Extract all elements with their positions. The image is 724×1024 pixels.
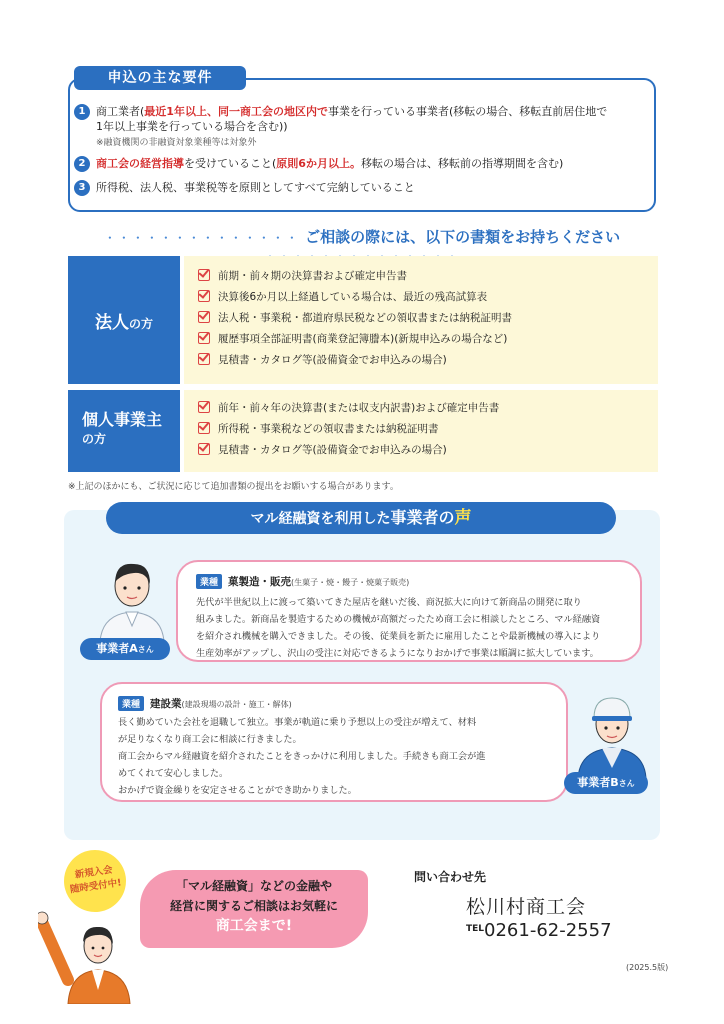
person-b-avatar-icon	[572, 688, 652, 778]
person-a-avatar-icon	[90, 552, 174, 642]
document-item: 前年・前々年の決算書(または収支内訳書)および確定申告書	[198, 398, 658, 419]
document-item: 法人税・事業税・都道府県民税などの領収書または納税証明書	[198, 308, 658, 329]
document-item: 履歴事項全部証明書(商業登記簿謄本)(新規申込みの場合など)	[198, 329, 658, 350]
requirements-title: 申込の主な要件	[74, 66, 246, 90]
story-a-bubble: 業種 菓製造・販売(生菓子・焼・饅子・焼菓子販売) 先代が半世紀以上に渡って築いてきた屋店を継いだ後、商況拡大に向けて新商品の開発に取り 組みました。新商品を製造するための機械が高額だったため商工会に相談したところ、マル経融資 を紹介され機械を購入できました。その後、従業員を新たに雇用したことや最新機械の導入により 生産効率がアップし、沢山の受注に対応できるようになりおかげで事業は順調に拡大しています。	[176, 560, 642, 662]
document-item: 見積書・カタログ等(設備資金でお申込みの場合)	[198, 440, 658, 461]
story-b-text: 長く勤めていた会社を退職して独立。事業が軌道に乗り予想以上の受注が増えて、材料 が足りなくなり商工会に相談に行きました。 商工会からマル経融資を紹介されたことをきっかけに利用しました。手続きも商工会が進 めてくれて安心しました。 おかげで資金繰りを安定させることができ助かりました。	[118, 717, 486, 796]
number-badge: 1	[74, 104, 90, 120]
checkbox-icon	[198, 332, 210, 344]
contact-label: 問い合わせ先	[414, 870, 487, 884]
documents-footnote: ※上記のほかにも、ご状況に応じて追加書類の提出をお願いする場合があります。	[68, 482, 399, 492]
requirement-item-1: 1 商工業者(最近1年以上、同一商工会の地区内で事業を行っている事業者(移転の場合、移転直前居住地で 1年以上事業を行っている場合を含む)) ※融資機関の非融資対象業種等は対象外	[96, 104, 656, 151]
new-member-badge: 新規入会 随時受付中!	[60, 846, 130, 916]
corporation-document-list	[184, 256, 658, 384]
requirement-item-3: 3 所得税、法人税、事業税等を原則としてすべて完納していること	[96, 180, 656, 195]
category-corporation: 法人の方	[68, 256, 180, 384]
checkbox-icon	[198, 401, 210, 413]
voices-title: マル経融資を利用した事業者の声	[106, 502, 616, 534]
checkbox-icon	[198, 353, 210, 365]
story-b-bubble: 業種 建設業(建設現場の設計・施工・解体) 長く勤めていた会社を退職して独立。事業が軌道に乗り予想以上の受注が増えて、材料 が足りなくなり商工会に相談に行きました。 商工会からマル経融資を紹介されたことをきっかけに利用しました。手続きも商工会が進 めてくれて安心しました。 おかげで資金繰りを安定させることができ助かりました。	[100, 682, 568, 802]
category-sole-proprietor: 個人事業主 の方	[68, 390, 180, 472]
number-badge: 3	[74, 180, 90, 196]
consultation-cta: 「マル経融資」などの金融や 経営に関するご相談はお気軽に 商工会まで!	[140, 870, 368, 948]
industry-tag: 業種	[118, 696, 144, 711]
contact-organization: 松川村商工会	[466, 896, 587, 918]
document-item: 決算後6か月以上経過している場合は、最近の残高試算表	[198, 287, 658, 308]
requirement-item-2: 2 商工会の経営指導を受けていること(原則6か月以上。移転の場合は、移転前の指導期間を含む)	[96, 156, 656, 171]
requirement-note: ※融資機関の非融資対象業種等は対象外	[96, 138, 257, 148]
documents-heading: ・・・・・・・・・・・・・・ ご相談の際には、以下の書類をお持ちください	[103, 228, 621, 246]
person-b-name-tag: 事業者Bさん	[564, 772, 648, 794]
checkbox-icon	[198, 422, 210, 434]
document-item: 見積書・カタログ等(設備資金でお申込みの場合)	[198, 350, 658, 371]
industry-tag: 業種	[196, 574, 222, 589]
checkbox-icon	[198, 269, 210, 281]
person-a-name-tag: 事業者Aさん	[80, 638, 170, 660]
checkbox-icon	[198, 311, 210, 323]
checkbox-icon	[198, 443, 210, 455]
story-a-text: 先代が半世紀以上に渡って築いてきた屋店を継いだ後、商況拡大に向けて新商品の開発に取り 組みました。新商品を製造するための機械が高額だったため商工会に相談したところ、マル経融資 を紹介され機械を購入できました。その後、従業員を新たに雇用したことや最新機械の導入により 生産効率がアップし、沢山の受注に対応できるようになりおかげで事業は順調に拡大しています。	[196, 597, 601, 659]
document-item: 前期・前々期の決算書および確定申告書	[198, 266, 658, 287]
staff-illustration-icon	[38, 900, 138, 1004]
checkbox-icon	[198, 290, 210, 302]
document-item: 所得税・事業税などの領収書または納税証明書	[198, 419, 658, 440]
sole-document-list	[184, 390, 658, 472]
contact-phone[interactable]: $^{TEL}$0261-62-2557	[466, 920, 612, 941]
version-label: (2025.5版)	[626, 963, 669, 972]
number-badge: 2	[74, 156, 90, 172]
